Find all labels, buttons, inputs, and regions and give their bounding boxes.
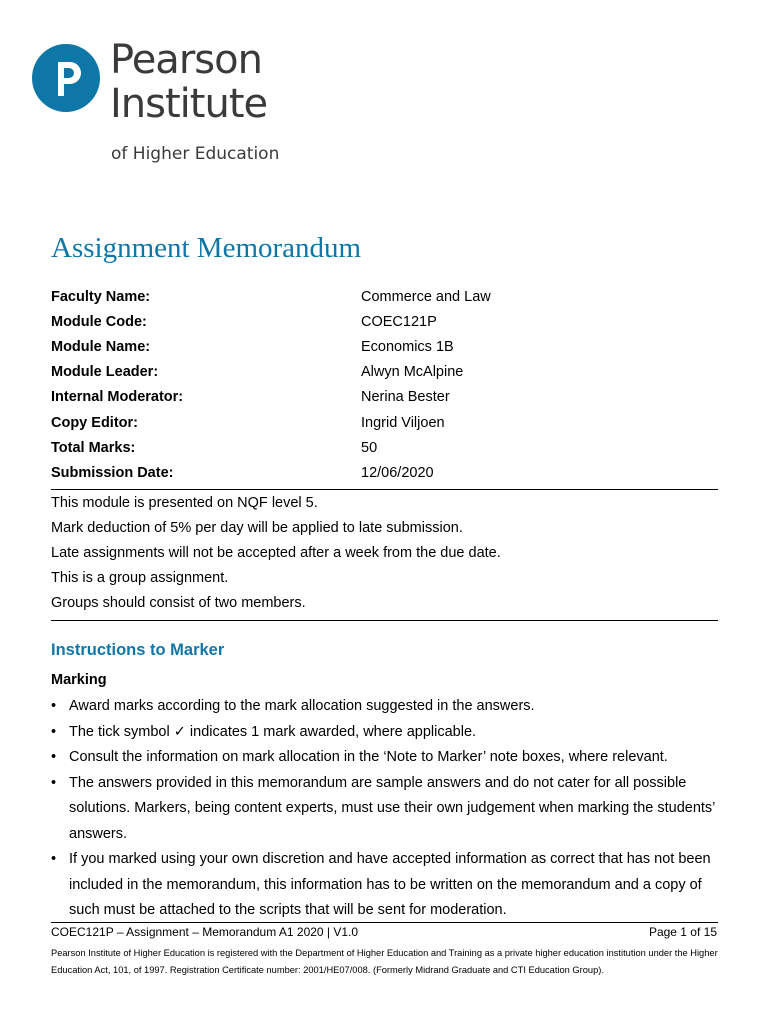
info-label: Module Code:: [51, 313, 147, 330]
list-item: • The answers provided in this memorandum are sample answers and do not cater for all possible solutions. Markers, being content experts, must use their own judgement when marking the students’ answers.: [51, 771, 731, 848]
subheading: Marking: [51, 672, 107, 688]
logo-name: Pearson: [110, 37, 262, 83]
note-line: Mark deduction of 5% per day will be applied to late submission.: [51, 519, 463, 536]
note-line: This module is presented on NQF level 5.: [51, 494, 318, 511]
info-value: 50: [361, 439, 378, 456]
pearson-logo: [32, 37, 302, 174]
note-line: Groups should consist of two members.: [51, 595, 306, 612]
info-value: Ingrid Viljoen: [361, 414, 445, 431]
pearson-p-logo-icon: [32, 44, 100, 112]
list-item: • The tick symbol ✓ indicates 1 mark awarded, where applicable.: [51, 720, 731, 746]
module-notes: [51, 489, 718, 621]
footer-doc-id: COEC121P – Assignment – Memorandum A1 2020 | V1.0: [51, 925, 359, 939]
info-value: Alwyn McAlpine: [361, 364, 464, 381]
info-row: [51, 334, 718, 359]
list-item: • Award marks according to the mark allocation suggested in the answers.: [51, 694, 731, 720]
info-label: Submission Date:: [51, 464, 174, 481]
logo-institute: Institute: [110, 81, 268, 127]
list-item: • Consult the information on mark allocation in the ‘Note to Marker’ note boxes, where relevant.: [51, 745, 731, 771]
info-row: [51, 435, 718, 460]
info-row: [51, 360, 718, 385]
info-row: [51, 385, 718, 410]
page-title: Assignment Memorandum: [51, 232, 362, 264]
footer-page-number: Page 1 of 15: [648, 925, 717, 939]
marking-instructions-list: [51, 694, 731, 924]
info-value: Nerina Bester: [361, 389, 450, 406]
info-label: Faculty Name:: [51, 288, 151, 305]
info-value: 12/06/2020: [361, 464, 434, 481]
info-value: Economics 1B: [361, 338, 454, 355]
info-label: Module Name:: [51, 338, 151, 355]
note-line: Late assignments will not be accepted after a week from the due date.: [51, 544, 501, 561]
info-value: COEC121P: [361, 313, 437, 330]
info-label: Internal Moderator:: [51, 389, 184, 406]
info-row: [51, 309, 718, 334]
info-row: [51, 284, 718, 309]
module-info-table: [51, 284, 718, 486]
info-row: [51, 460, 718, 485]
footer-divider: [51, 922, 718, 923]
list-item: • If you marked using your own discretion and have accepted information as correct that has not been included in the memorandum, this information has to be written on the memorandum and a copy of such must be attached to the scripts that will be sent for moderation.: [51, 847, 731, 924]
info-label: Total Marks:: [51, 439, 136, 456]
logo-subtitle: of Higher Education: [111, 144, 280, 164]
section-heading: Instructions to Marker: [51, 641, 225, 659]
info-label: Module Leader:: [51, 364, 159, 381]
info-row: [51, 410, 718, 435]
info-label: Copy Editor:: [51, 414, 138, 431]
info-value: Commerce and Law: [361, 288, 491, 305]
footer-registration-text: Pearson Institute of Higher Education is registered with the Department of Higher Education and Training as a private higher education institution under the Higher Education Act, 101, of 1997. Registration Certificate number: 2001/HE07/008. (Formerly Midrand Graduate and CTI Education Group).: [51, 948, 718, 975]
note-line: This is a group assignment.: [51, 570, 229, 587]
